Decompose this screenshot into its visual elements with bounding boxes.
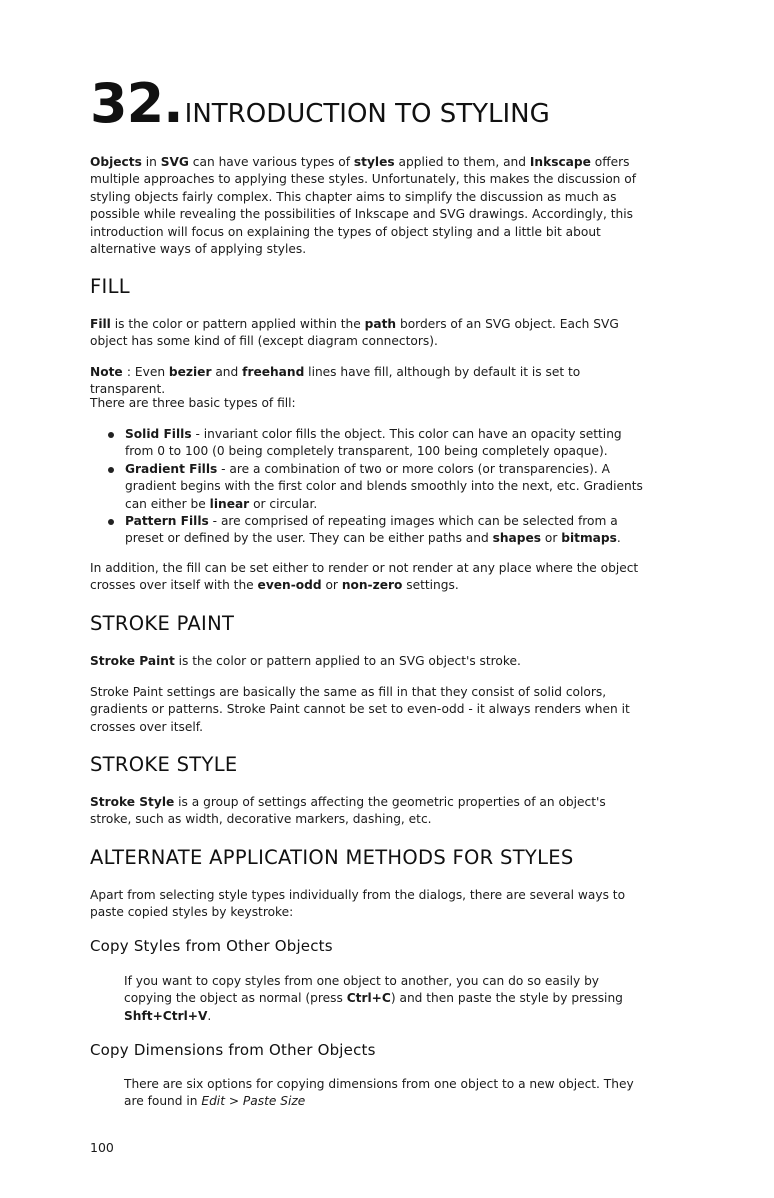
subheading-copy-dimensions: Copy Dimensions from Other Objects — [90, 1041, 376, 1059]
list-item-text: Gradient Fills - are a combination of two or more colors (or transparencies). A gradient begins with the first color and blends smoothly into the next, etc. Gradients can either be linear or circular. — [125, 461, 643, 511]
stroke-paint-definition: Stroke Paint is the color or pattern applied to an SVG object's stroke. — [90, 654, 521, 668]
fill-note-paragraph: Note : Even bezier and freehand lines have fill, although by default it is set to transparent. — [90, 365, 581, 397]
list-item — [90, 461, 650, 513]
section-heading-alternate-methods: ALTERNATE APPLICATION METHODS FOR STYLES — [90, 846, 574, 869]
copy-styles-paragraph: If you want to copy styles from one object to another, you can do so easily by copying the object as normal (press Ctrl+C) and then paste the style by pressing Shft+Ctrl+V. — [124, 974, 623, 1023]
fill-types-list — [90, 426, 650, 548]
list-item — [90, 513, 650, 548]
alternate-intro-paragraph: Apart from selecting style types individually from the dialogs, there are several ways to paste copied styles by keystroke: — [90, 888, 626, 920]
subheading-copy-styles: Copy Styles from Other Objects — [90, 937, 333, 955]
list-item-text: Solid Fills - invariant color fills the object. This color can have an opacity setting from 0 to 100 (0 being completely transparent, 100 being completely opaque). — [125, 427, 622, 459]
intro-paragraph: Objects in SVG can have various types of styles applied to them, and Inkscape offers multiple approaches to applying these styles. Unfortunately, this makes the discussion of styling objects fairly complex. This chapter aims to simplify the discussion as much as possible while revealing the possibilities of Inkscape and SVG drawings. Accordingly, this introduction will focus on explaining the types of object styling and a little bit about alternative ways of applying styles. — [90, 155, 636, 257]
bullet-icon — [108, 432, 114, 438]
fill-types-intro: There are three basic types of fill: — [90, 396, 296, 410]
fill-render-paragraph: In addition, the fill can be set either to render or not render at any place where the object crosses over itself with the even-odd or non-zero settings. — [90, 561, 639, 593]
section-heading-stroke-style: STROKE STYLE — [90, 753, 238, 776]
copy-dimensions-paragraph: There are six options for copying dimensions from one object to a new object. They are found in Edit > Paste Size — [124, 1077, 634, 1109]
page-number: 100 — [90, 1140, 114, 1155]
section-heading-stroke-paint: STROKE PAINT — [90, 612, 235, 635]
section-heading-fill: FILL — [90, 275, 130, 298]
list-item — [90, 426, 650, 461]
bullet-icon — [108, 519, 114, 525]
chapter-title: INTRODUCTION TO STYLING — [184, 99, 550, 129]
chapter-number: 32. — [90, 72, 183, 135]
chapter-heading — [90, 72, 550, 135]
stroke-style-definition: Stroke Style is a group of settings affecting the geometric properties of an object's stroke, such as width, decorative markers, dashing, etc. — [90, 795, 606, 827]
fill-definition-paragraph: Fill is the color or pattern applied within the path borders of an SVG object. Each SVG object has some kind of fill (except diagram connectors). — [90, 317, 619, 349]
bullet-icon — [108, 467, 114, 473]
stroke-paint-details: Stroke Paint settings are basically the same as fill in that they consist of solid colors, gradients or patterns. Stroke Paint cannot be set to even-odd - it always renders when it crosses over itself. — [90, 685, 630, 734]
list-item-text: Pattern Fills - are comprised of repeating images which can be selected from a preset or defined by the user. They can be either paths and shapes or bitmaps. — [125, 514, 621, 546]
